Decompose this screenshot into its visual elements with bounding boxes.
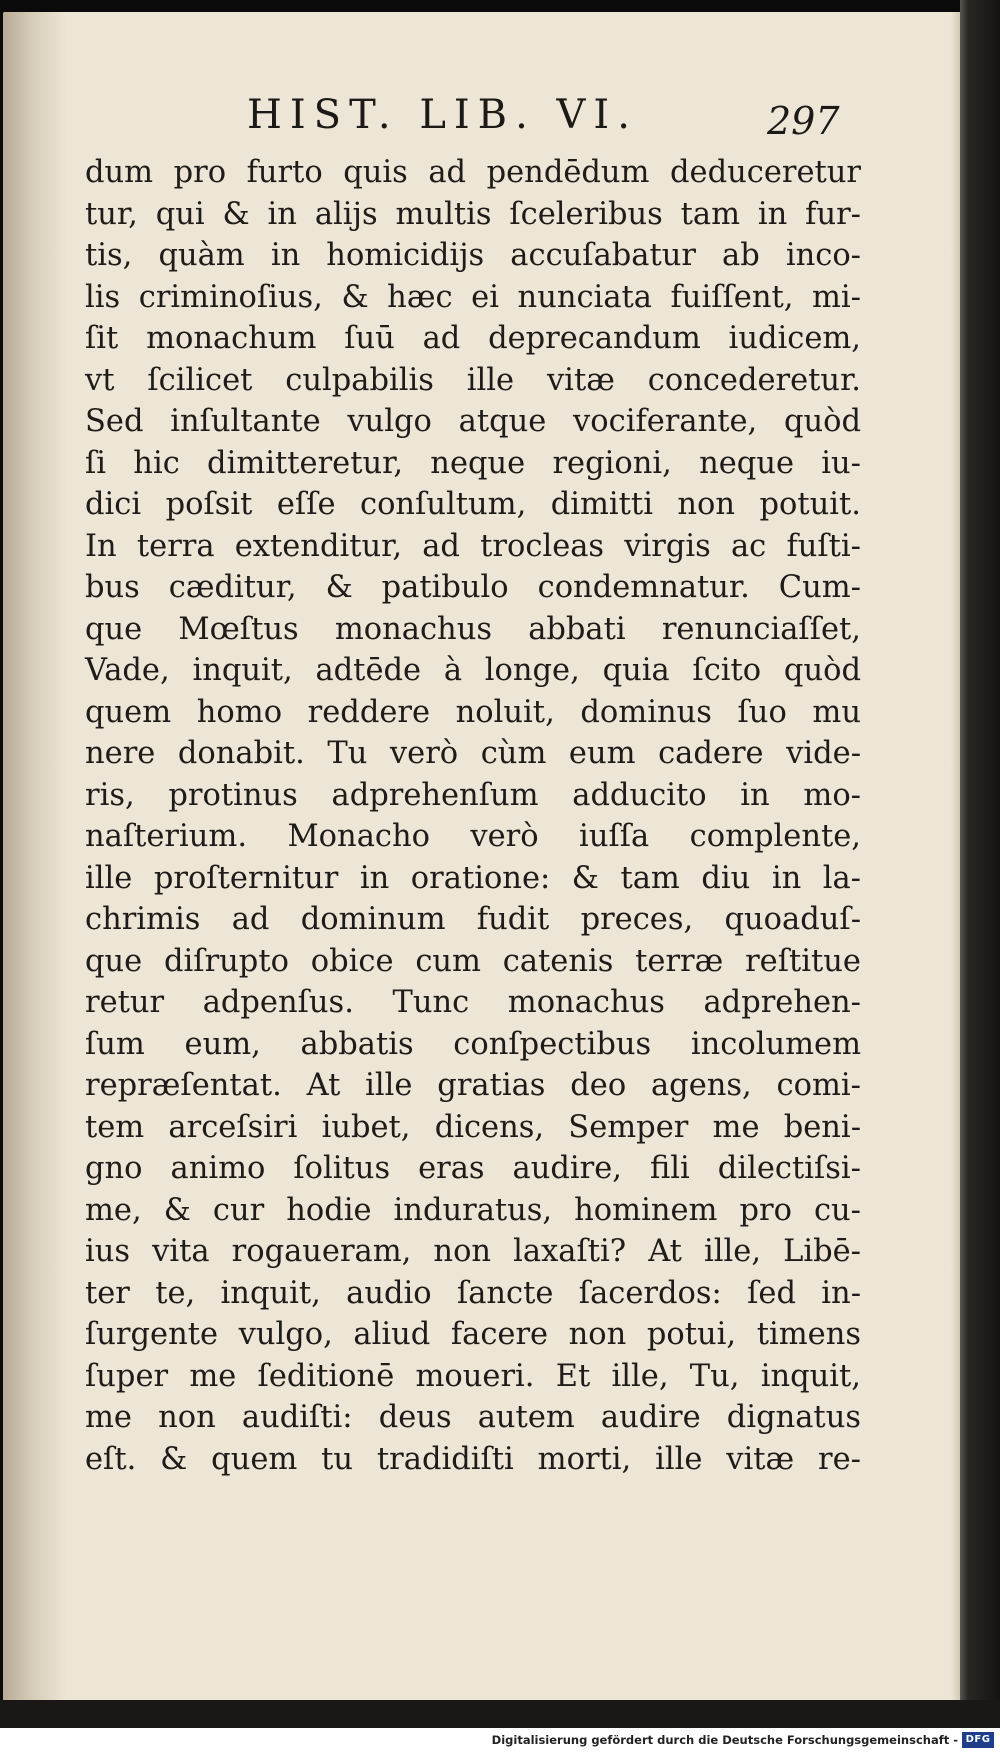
text-line: vt ſcilicet culpabilis ille vitæ concederetur. (85, 362, 861, 398)
binding-shadow (3, 12, 67, 1702)
text-line: que Mœſtus monachus abbati renunciaſſet, (85, 611, 861, 647)
text-line: quem homo reddere noluit, dominus ſuo mu (85, 694, 861, 730)
text-line: lis criminoſius, & hæc ei nunciata fuiſſent, mi- (85, 279, 861, 315)
text-line: me, & cur hodie induratus, hominem pro cu- (85, 1192, 861, 1228)
text-line: gno animo ſolitus eras audire, fili dilectiſsi- (85, 1151, 861, 1186)
text-line: ter te, inquit, audio ſancte ſacerdos: ſed in- (85, 1275, 861, 1311)
text-line: tis, quàm in homicidijs accuſabatur ab inco- (85, 238, 861, 273)
text-line: tem arceſsiri iubet, dicens, Semper me beni- (85, 1109, 861, 1145)
text-line: Sed inſultante vulgo atque vociferante, quòd (85, 404, 861, 439)
text-line: ille proſternitur in oratione: & tam diu in la- (85, 860, 861, 896)
digitization-footer (0, 1728, 1000, 1752)
text-line: naſterium. Monacho verò iuſſa complente, (85, 819, 861, 854)
text-line: dici poſsit eſſe conſultum, dimitti non potuit. (85, 487, 861, 522)
book-cover-board (960, 0, 1000, 1700)
text-line: retur adpenſus. Tunc monachus adprehen- (85, 985, 861, 1020)
text-line: repræſentat. At ille gratias deo agens, comi- (85, 1068, 861, 1103)
dfg-logo: DFG (962, 1732, 994, 1748)
text-line: ſi hic dimitteretur, neque regioni, neque iu- (85, 445, 861, 481)
text-line: que diſrupto obice cum catenis terræ reſtitue (85, 943, 861, 979)
scan-bottom-edge (0, 1700, 1000, 1728)
text-line: eſt. & quem tu tradidiſti morti, ille vitæ re- (85, 1441, 861, 1477)
text-line: nere donabit. Tu verò cùm eum cadere vide- (85, 736, 861, 771)
text-line: bus cæditur, & patibulo condemnatur. Cum- (85, 570, 861, 605)
funding-credit: Digitalisierung gefördert durch die Deutsche Forschungsgemeinschaft - (491, 1733, 958, 1747)
running-head (3, 90, 961, 150)
page-number: 297 (767, 99, 840, 143)
text-line: ius vita rogaueram, non laxaſti? At ille, Libē- (85, 1234, 861, 1269)
text-line: ſurgente vulgo, aliud facere non potui, timens (85, 1317, 861, 1352)
text-line: ris, protinus adprehenſum adducito in mo- (85, 777, 861, 813)
text-line: dum pro furto quis ad pendēdum deduceretur (85, 155, 861, 190)
book-page (3, 12, 961, 1702)
text-line: chrimis ad dominum fudit preces, quoaduſ- (85, 902, 861, 937)
text-line: Vade, inquit, adtēde à longe, quia ſcito quòd (85, 653, 861, 688)
text-line: ſit monachum ſuū ad deprecandum iudicem, (85, 321, 861, 356)
text-line: ſuper me ſeditionē moueri. Et ille, Tu, inquit, (85, 1358, 861, 1394)
text-line: ſum eum, abbatis conſpectibus incolumem (85, 1026, 861, 1062)
text-block (85, 152, 861, 1480)
text-line: tur, qui & in alijs multis ſceleribus tam in fur- (85, 196, 861, 232)
text-line: me non audiſti: deus autem audire dignatus (85, 1400, 861, 1435)
text-line: In terra extenditur, ad trocleas virgis ac fuſti- (85, 528, 861, 564)
running-title: HIST. LIB. VI. (247, 92, 638, 138)
